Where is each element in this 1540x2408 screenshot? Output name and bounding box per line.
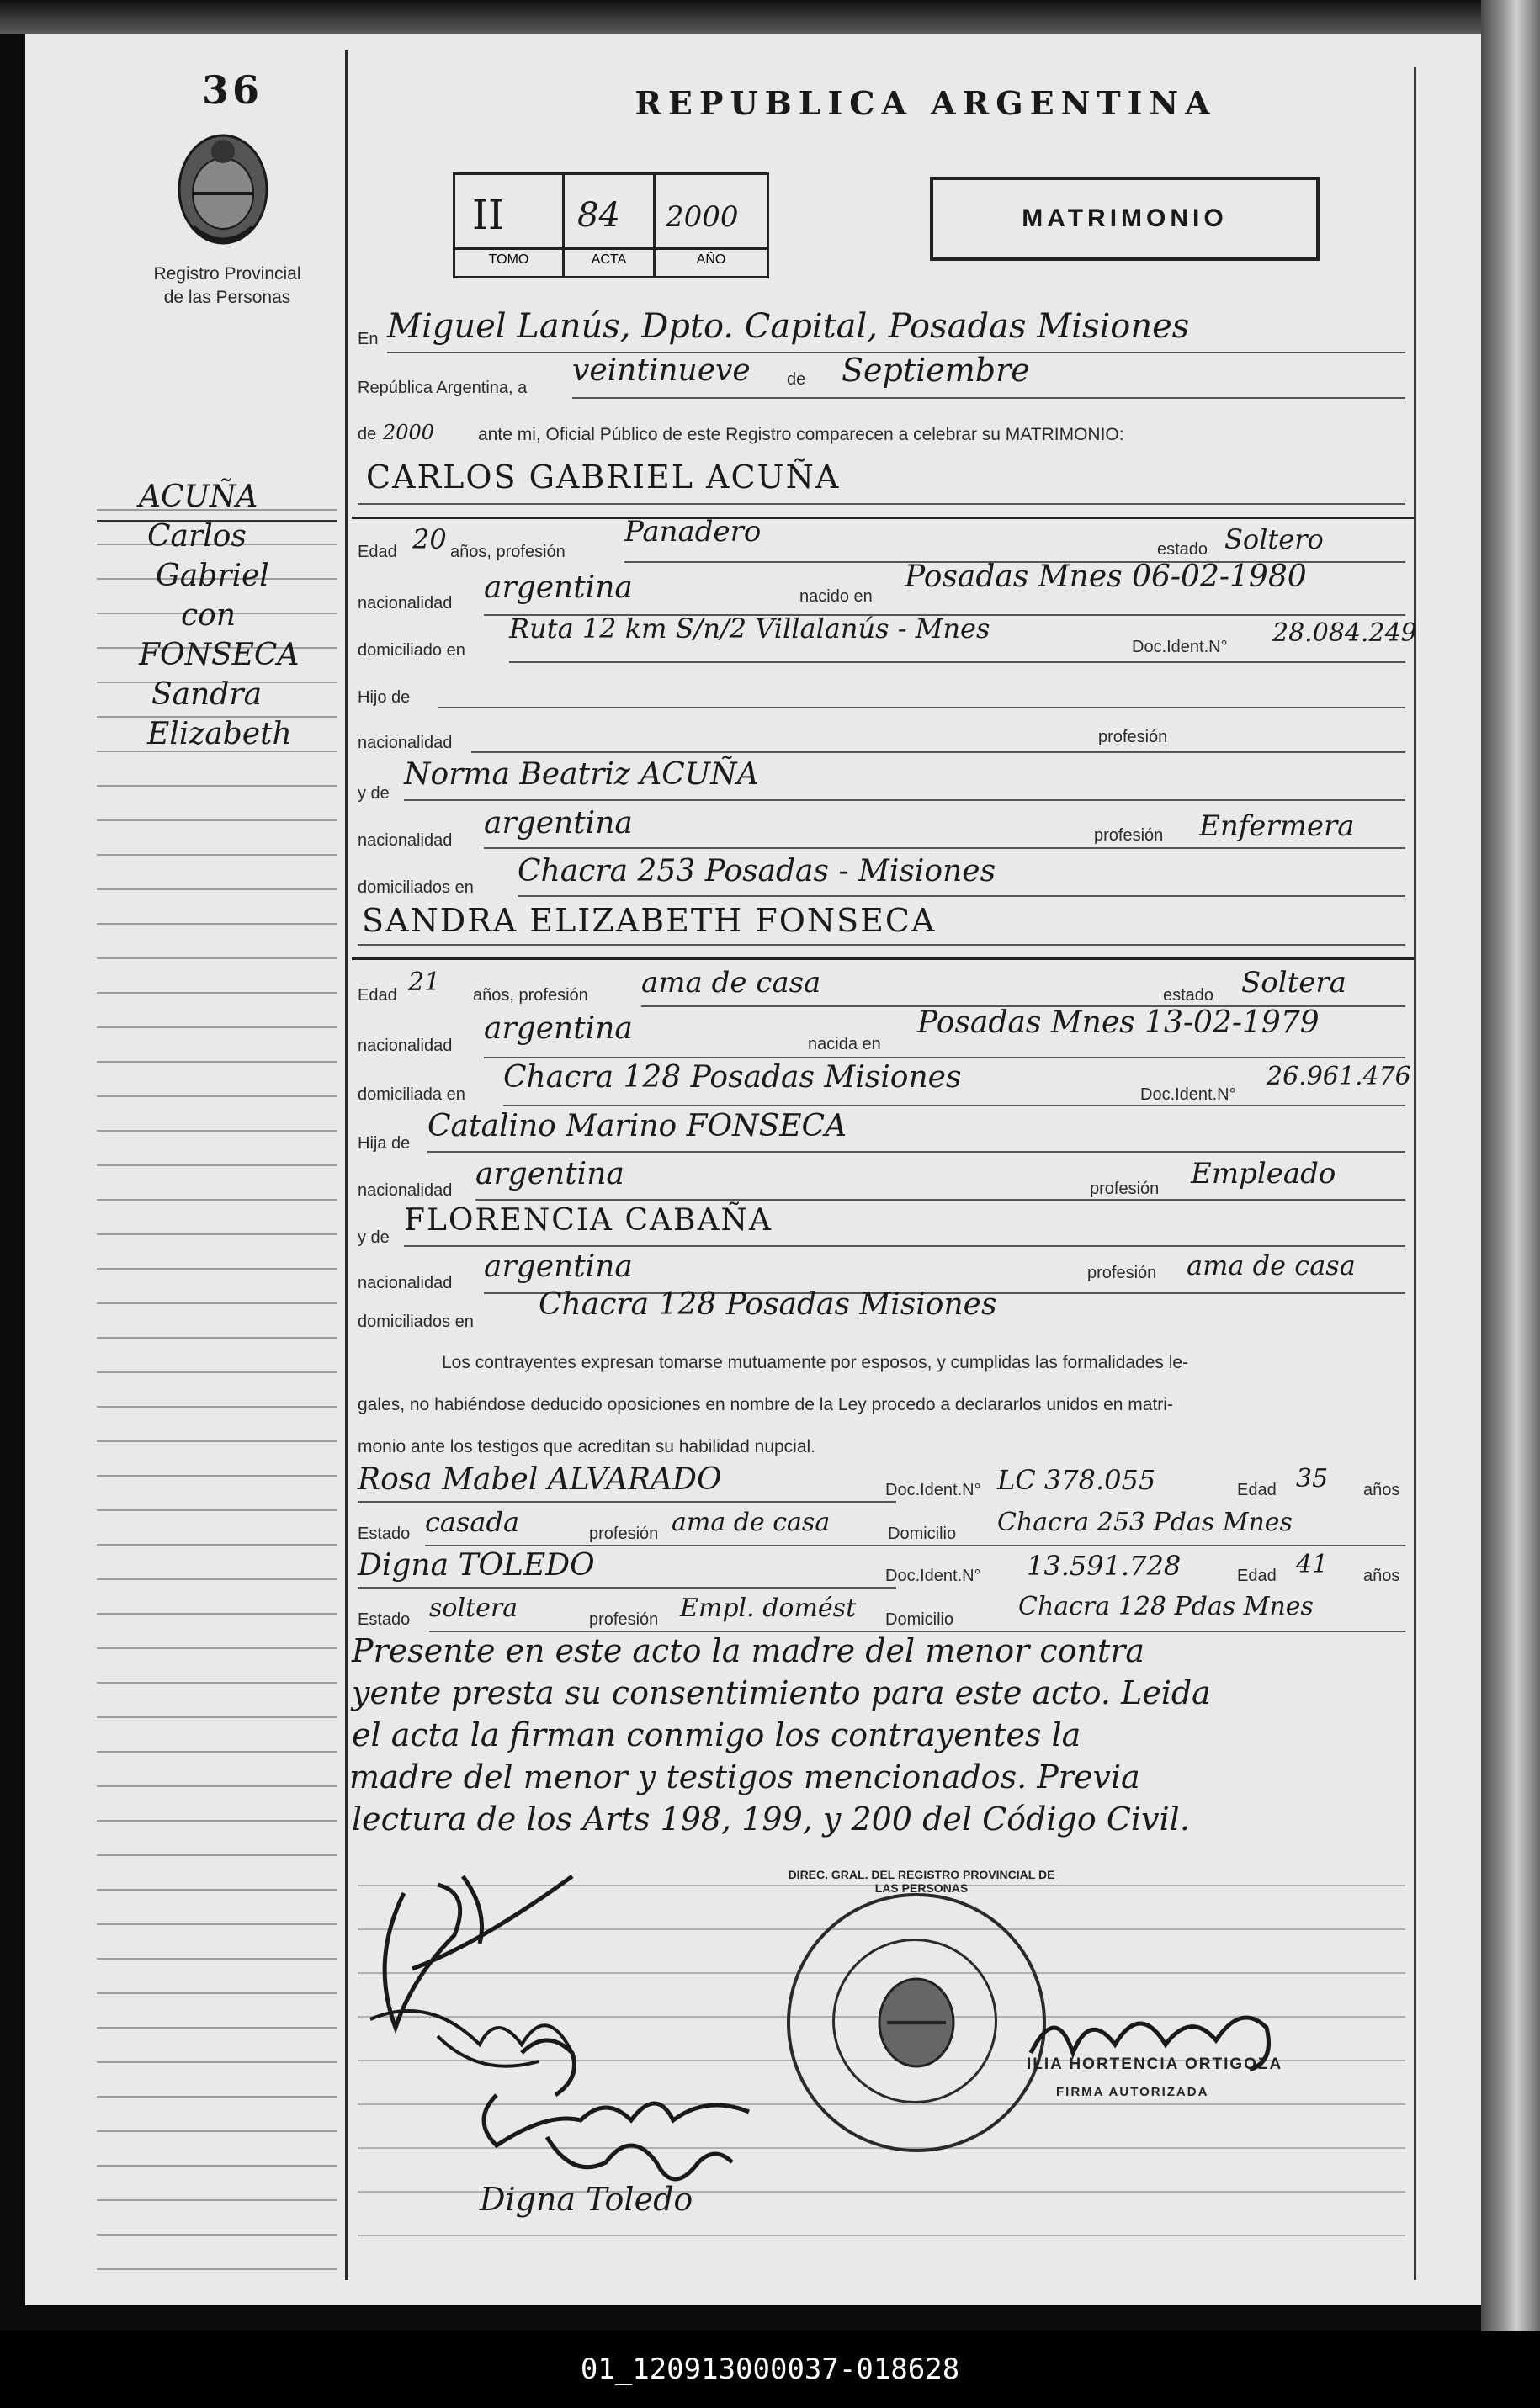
margin-rule	[97, 1440, 337, 1442]
groom-age: 20	[412, 523, 447, 555]
groom-mother-prof-label: profesión	[1094, 826, 1164, 845]
margin-rule	[97, 1820, 337, 1822]
witness1-age: 35	[1296, 1464, 1329, 1493]
official-seal	[787, 1868, 1055, 2152]
rule	[358, 944, 1405, 946]
bride-edad-label: Edad	[358, 986, 397, 1005]
margin-rule	[97, 2234, 337, 2236]
groom-mother-profession: Enfermera	[1199, 809, 1355, 843]
bride-parents-domicile: Chacra 128 Posadas Misiones	[539, 1287, 997, 1322]
legal-line-3: monio ante los testigos que acreditan su habilidad nupcial.	[358, 1437, 816, 1456]
ano-label: AÑO	[696, 252, 726, 267]
witness2-profession: Empl. domést	[680, 1594, 857, 1623]
witness2-prof-label: profesión	[589, 1610, 659, 1629]
groom-anos-prof-label: años, profesión	[450, 543, 566, 561]
margin-rule	[97, 1337, 337, 1339]
rule	[518, 895, 1405, 897]
bride-mother-profession: ama de casa	[1187, 1249, 1356, 1281]
margin-rule	[97, 1647, 337, 1649]
bride-father-prof-label: profesión	[1090, 1180, 1160, 1198]
witness1-name: Rosa Mabel ALVARADO	[358, 1462, 722, 1497]
margin-rule	[97, 1061, 337, 1063]
margin-note-line: con	[181, 598, 236, 633]
margin-rule	[97, 2199, 337, 2201]
de-label: de	[787, 370, 806, 389]
margin-note-line: Gabriel	[156, 559, 269, 593]
record-number-box	[453, 172, 769, 278]
groom-edad-label: Edad	[358, 543, 397, 561]
groom-parents-domicile: Chacra 253 Posadas - Misiones	[518, 854, 996, 888]
margin-rule	[97, 1026, 337, 1028]
witness2-anos-label: años	[1363, 1567, 1400, 1585]
bride-yde-label: y de	[358, 1228, 390, 1247]
section-rule	[352, 517, 1414, 519]
bride-domicile: Chacra 128 Posadas Misiones	[503, 1060, 962, 1095]
tomo-value: II	[472, 192, 504, 239]
margin-rule	[97, 1682, 337, 1684]
rule	[427, 1151, 1405, 1153]
margin-rule	[97, 888, 337, 890]
bride-nationality: argentina	[484, 1011, 633, 1046]
rule	[425, 1545, 1405, 1546]
bride-mother: FLORENCIA CABAÑA	[404, 1203, 773, 1238]
witness1-prof-label: profesión	[589, 1525, 659, 1543]
margin-rule	[97, 1751, 337, 1753]
note-line: madre del menor y testigos mencionados. Previa	[349, 1758, 1140, 1795]
witness2-doc-label: Doc.Ident.N°	[885, 1567, 981, 1585]
intro-place: Miguel Lanús, Dpto. Capital, Posadas Misiones	[387, 307, 1190, 346]
registry-line-2: de las Personas	[163, 288, 291, 307]
bride-mother-nationality: argentina	[484, 1249, 633, 1284]
margin-rule	[97, 957, 337, 959]
legal-line-2: gales, no habiéndose deducido oposiciones en nombre de la Ley procedo a declararlos unidos en matri-	[358, 1395, 1173, 1414]
intro-day: veintinueve	[572, 353, 751, 388]
rule	[471, 751, 1405, 753]
groom-hijo-label: Hijo de	[358, 688, 411, 707]
legal-line-1: Los contrayentes expresan tomarse mutuamente por esposos, y cumplidas las formalidades le-	[442, 1353, 1189, 1372]
document-type: MATRIMONIO	[1022, 204, 1228, 232]
margin-rule	[97, 1095, 337, 1097]
groom-domiciliados-label: domiciliados en	[358, 878, 474, 897]
margin-divider	[345, 50, 348, 2280]
margin-rule	[97, 1992, 337, 1994]
intro-year: 2000	[383, 421, 435, 444]
witness1-domicile: Chacra 253 Pdas Mnes	[997, 1508, 1293, 1537]
groom-yde-label: y de	[358, 784, 390, 803]
margin-rule	[97, 1371, 337, 1373]
bride-hija-label: Hija de	[358, 1134, 411, 1153]
rule	[404, 1245, 1405, 1247]
margin-rule	[97, 1268, 337, 1270]
groom-dom-label: domiciliado en	[358, 641, 465, 660]
registry-line-1: Registro Provincial	[153, 264, 301, 284]
witness2-name: Digna TOLEDO	[358, 1548, 595, 1583]
groom-estado-label: estado	[1157, 540, 1208, 559]
intro-month: Septiembre	[842, 352, 1030, 389]
margin-note-line: Elizabeth	[147, 717, 292, 751]
signatures-icon	[353, 1843, 825, 2238]
margin-rule	[97, 2061, 337, 2063]
note-line: yente presta su consentimiento para este acto. Leida	[352, 1674, 1211, 1711]
bride-father-nac-label: nacionalidad	[358, 1181, 453, 1200]
groom-nacido-label: nacido en	[799, 587, 873, 606]
republic-label: República Argentina, a	[358, 379, 528, 397]
margin-rule	[97, 819, 337, 821]
groom-profession: Panadero	[624, 515, 762, 549]
margin-rule	[97, 785, 337, 787]
rule	[358, 1501, 896, 1503]
margin-rule	[97, 992, 337, 994]
witness1-anos-label: años	[1363, 1481, 1400, 1499]
groom-name: CARLOS GABRIEL ACUÑA	[366, 459, 841, 496]
margin-rule	[97, 1613, 337, 1615]
margin-rule	[97, 1578, 337, 1580]
margin-rule	[97, 2130, 337, 2132]
right-border-line	[1414, 67, 1416, 2280]
margin-rule	[97, 854, 337, 856]
image-caption: 01_120913000037-018628	[0, 2331, 1540, 2408]
document-type-box	[930, 177, 1320, 261]
groom-mother: Norma Beatriz ACUÑA	[404, 757, 759, 792]
bride-dom-label: domiciliada en	[358, 1085, 465, 1104]
bride-age: 21	[408, 968, 441, 997]
witness1-dom-label: Domicilio	[888, 1525, 957, 1543]
bride-estado-label: estado	[1163, 986, 1214, 1005]
bride-father-nationality: argentina	[475, 1157, 624, 1191]
rule	[404, 799, 1405, 801]
margin-note-line: FONSECA	[139, 638, 300, 672]
witness1-estado: casada	[425, 1506, 520, 1538]
official-title: FIRMA AUTORIZADA	[1056, 2085, 1209, 2099]
witness2-age: 41	[1296, 1550, 1329, 1579]
margin-rule	[97, 1233, 337, 1235]
margin-rule	[97, 1923, 337, 1925]
witness2-edad-label: Edad	[1237, 1567, 1277, 1585]
rule	[503, 1105, 1405, 1106]
bride-father: Catalino Marino FONSECA	[427, 1109, 847, 1143]
groom-nac-label: nacionalidad	[358, 594, 453, 613]
witness1-doc-label: Doc.Ident.N°	[885, 1481, 981, 1499]
margin-rule	[97, 1199, 337, 1201]
witness1-estado-label: Estado	[358, 1525, 411, 1543]
top-shadow	[0, 0, 1540, 34]
margin-rule	[97, 1302, 337, 1304]
margin-rule	[97, 1889, 337, 1891]
section-rule	[352, 957, 1414, 960]
rule	[509, 661, 1405, 663]
note-line: Presente en este acto la madre del menor contra	[352, 1632, 1145, 1669]
witness2-estado: soltera	[429, 1594, 518, 1623]
margin-note-line: ACUÑA	[139, 480, 258, 514]
page-number: 36	[202, 67, 263, 113]
rule	[358, 1587, 896, 1589]
groom-estado: Soltero	[1224, 523, 1324, 555]
bride-name: SANDRA ELIZABETH FONSECA	[362, 902, 937, 939]
rule	[572, 397, 1405, 399]
margin-rule	[97, 2165, 337, 2167]
year-prefix-label: de	[358, 425, 377, 443]
margin-rule	[97, 1544, 337, 1546]
bride-estado: Soltera	[1241, 966, 1346, 1000]
intro-appear-text: ante mi, Oficial Público de este Registro comparecen a celebrar su MATRIMONIO:	[478, 425, 1124, 444]
witness1-profession: ama de casa	[672, 1508, 831, 1537]
seal-ring-text: DIREC. GRAL. DEL REGISTRO PROVINCIAL DE LAS PERSONAS	[788, 1868, 1055, 1895]
rule	[484, 1057, 1405, 1058]
groom-birth: Posadas Mnes 06-02-1980	[905, 560, 1307, 594]
margin-rule	[97, 2096, 337, 2098]
note-line: el acta la firman conmigo los contrayentes la	[352, 1716, 1081, 1753]
groom-nac2-label: nacionalidad	[358, 734, 453, 752]
margin-rule	[97, 1854, 337, 1856]
rule	[358, 503, 1405, 505]
margin-rule	[97, 1716, 337, 1718]
witness1-doc: LC 378.055	[997, 1464, 1156, 1496]
bride-nac-label: nacionalidad	[358, 1037, 453, 1055]
groom-doc-label: Doc.Ident.N°	[1132, 638, 1228, 656]
witness2-domicile: Chacra 128 Pdas Mnes	[1018, 1592, 1314, 1621]
tomo-label: TOMO	[488, 252, 529, 267]
bride-birth: Posadas Mnes 13-02-1979	[917, 1005, 1320, 1040]
witness2-estado-label: Estado	[358, 1610, 411, 1629]
official-name: ILIA HORTENCIA ORTIGOZA	[1027, 2055, 1283, 2073]
margin-rule	[97, 1406, 337, 1408]
bride-domiciliados-label: domiciliados en	[358, 1313, 474, 1331]
seal-emblem-icon	[870, 1972, 963, 2073]
groom-mother-nac-label: nacionalidad	[358, 831, 453, 850]
rule	[484, 847, 1405, 849]
bride-mother-nac-label: nacionalidad	[358, 1274, 453, 1292]
margin-rule	[97, 1958, 337, 1960]
witness2-dom-label: Domicilio	[885, 1610, 954, 1629]
bride-doc: 26.961.476	[1267, 1062, 1411, 1091]
bride-doc-label: Doc.Ident.N°	[1140, 1085, 1236, 1104]
bottom-signature: Digna Toledo	[480, 2181, 693, 2218]
witness1-edad-label: Edad	[1237, 1481, 1277, 1499]
en-label: En	[358, 330, 379, 348]
groom-nationality: argentina	[484, 570, 633, 605]
margin-rule	[97, 1475, 337, 1477]
margin-rule	[97, 2268, 337, 2270]
groom-domicile: Ruta 12 km S/n/2 Villalanús - Mnes	[509, 613, 990, 644]
rule	[475, 1199, 1405, 1201]
bride-anos-prof-label: años, profesión	[473, 986, 588, 1005]
groom-mother-nationality: argentina	[484, 806, 633, 841]
margin-rule	[97, 1164, 337, 1166]
groom-doc: 28.084.249	[1272, 618, 1417, 648]
margin-note-line: Carlos	[147, 519, 247, 554]
witness2-doc: 13.591.728	[1027, 1550, 1182, 1582]
acta-label: ACTA	[591, 252, 627, 267]
bride-profession: ama de casa	[641, 966, 821, 1000]
margin-note-line: Sandra	[151, 677, 263, 712]
groom-prof2-label: profesión	[1098, 728, 1168, 746]
coat-of-arms-icon	[168, 126, 278, 252]
note-line: lectura de los Arts 198, 199, y 200 del Código Civil.	[352, 1801, 1190, 1838]
ano-value: 2000	[666, 200, 739, 234]
margin-rule	[97, 923, 337, 925]
bride-mother-prof-label: profesión	[1087, 1264, 1157, 1282]
margin-rule	[97, 1509, 337, 1511]
rule	[438, 707, 1405, 708]
margin-rule	[97, 1130, 337, 1132]
margin-rule	[97, 2027, 337, 2029]
bride-father-profession: Empleado	[1191, 1157, 1336, 1191]
bride-nacida-label: nacida en	[808, 1035, 881, 1053]
acta-value: 84	[577, 196, 620, 235]
book-spine	[1481, 0, 1540, 2331]
country-title: REPUBLICA ARGENTINA	[635, 84, 1217, 122]
margin-rule	[97, 1785, 337, 1787]
